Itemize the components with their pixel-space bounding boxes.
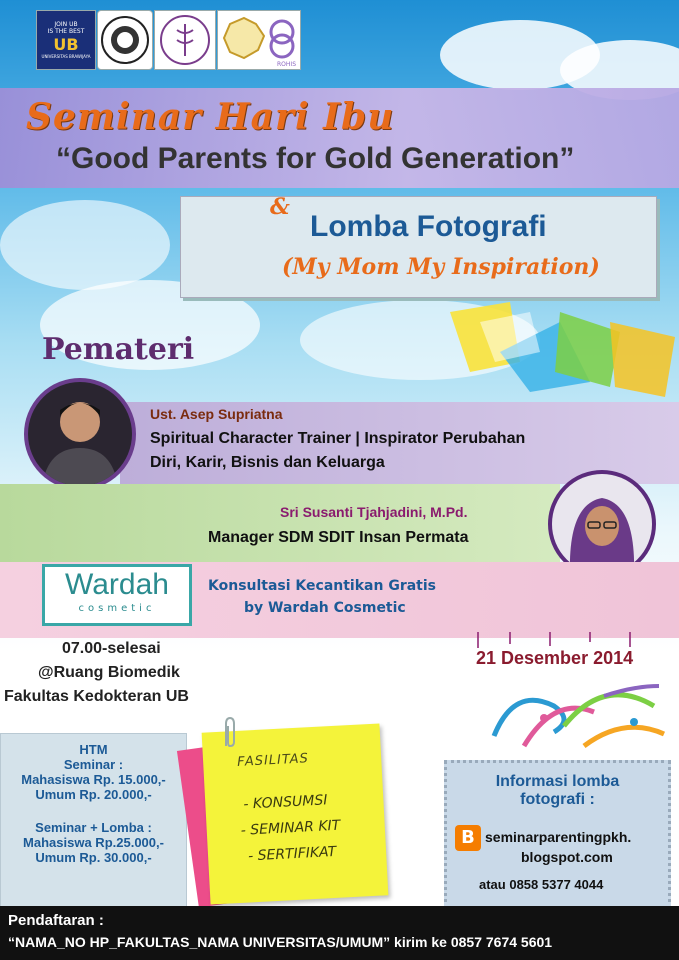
fasilitas-item: - KONSUMSI [243, 792, 328, 813]
htm-seminar-label: Seminar : [63, 757, 124, 772]
footer-bar [0, 906, 679, 960]
fasilitas-title: FASILITAS [236, 751, 310, 770]
info-title-line1: Informasi lomba [495, 773, 620, 790]
speaker1-role-line1: Spiritual Character Trainer | Inspirator Perubahan [150, 430, 526, 447]
fasilitas-item: - SEMINAR KIT [240, 817, 341, 839]
medical-faculty-logo [154, 10, 216, 70]
htm-box [0, 733, 187, 907]
ampersand: & [270, 194, 290, 220]
university-seal-logo [97, 10, 153, 70]
speaker1-name: Ust. Asep Supriatna [150, 406, 283, 422]
geometric-decoration-icon [440, 292, 679, 402]
footer-format: “NAMA_NO HP_FAKULTAS_NAMA UNIVERSITAS/UMUM” kirim ke 0857 7674 5601 [8, 934, 553, 950]
ub-logo-line1: JOIN UB [54, 21, 78, 28]
speaker1-photo [24, 378, 136, 490]
rohis-label: ROHIS [277, 61, 296, 68]
footer-label: Pendaftaran : [8, 912, 104, 929]
htm-combo-umum: Umum Rp. 30.000,- [35, 850, 152, 865]
caduceus-icon [159, 14, 211, 66]
paperclip-icon [222, 716, 238, 750]
htm-combo-mahasiswa: Mahasiswa Rp.25.000,- [23, 835, 164, 850]
lomba-title: Lomba Fotografi [310, 210, 547, 243]
seal-icon [100, 15, 150, 65]
speaker1-role-line2: Diri, Karir, Bisnis dan Keluarga [150, 454, 385, 471]
cloud-decoration [0, 200, 170, 290]
info-title-line2: fotografi : [520, 791, 595, 808]
sponsor-line1: Konsultasi Kecantikan Gratis [208, 578, 436, 594]
htm-title: HTM [79, 742, 108, 757]
ub-logo-line2: IS THE BEST [47, 28, 85, 35]
blog-url-line2: blogspot.com [521, 849, 613, 865]
person-icon [28, 382, 132, 486]
event-place-line2: Fakultas Kedokteran UB [4, 688, 189, 705]
wardah-logo [42, 564, 192, 626]
fasilitas-item: - SERTIFIKAT [247, 843, 337, 865]
ub-logo-mark: UB [53, 35, 79, 54]
ub-logo-caption: UNIVERSITAS BRAWIJAYA [41, 54, 91, 59]
htm-combo-label: Seminar + Lomba : [35, 820, 152, 835]
seminar-title: Seminar Hari Ibu [26, 96, 395, 138]
fasilitas-note [202, 723, 389, 904]
person-icon [552, 474, 652, 574]
lomba-theme: (My Mom My Inspiration) [282, 254, 600, 280]
pemateri-heading: Pemateri [42, 332, 195, 367]
htm-seminar-mahasiswa: Mahasiswa Rp. 15.000,- [21, 772, 166, 787]
blogger-icon: B [455, 825, 481, 851]
speaker2-role: Manager SDM SDIT Insan Permata [208, 529, 469, 546]
sponsor-line2: by Wardah Cosmetic [244, 600, 406, 616]
ub-logo [36, 10, 96, 70]
speaker2-name: Sri Susanti Tjahjadini, M.Pd. [280, 504, 468, 520]
event-place-line1: @Ruang Biomedik [38, 664, 180, 681]
wardah-brand: Wardah [65, 568, 169, 601]
event-date: 21 Desember 2014 [476, 648, 634, 668]
htm-seminar-umum: Umum Rp. 20.000,- [35, 787, 152, 802]
blog-url-line1: seminarparentingpkh. [485, 829, 632, 845]
info-phone: atau 0858 5377 4044 [479, 877, 604, 892]
rohis-logo [217, 10, 301, 70]
lomba-info-box [444, 760, 671, 910]
rohis-emblem-icon [220, 14, 298, 66]
swirl-decoration-icon [484, 676, 674, 760]
event-time: 07.00-selesai [62, 640, 161, 657]
seminar-theme: “Good Parents for Gold Generation” [56, 142, 575, 175]
speaker2-band [0, 484, 560, 562]
wardah-brand-sub: cosmetic [78, 603, 156, 614]
